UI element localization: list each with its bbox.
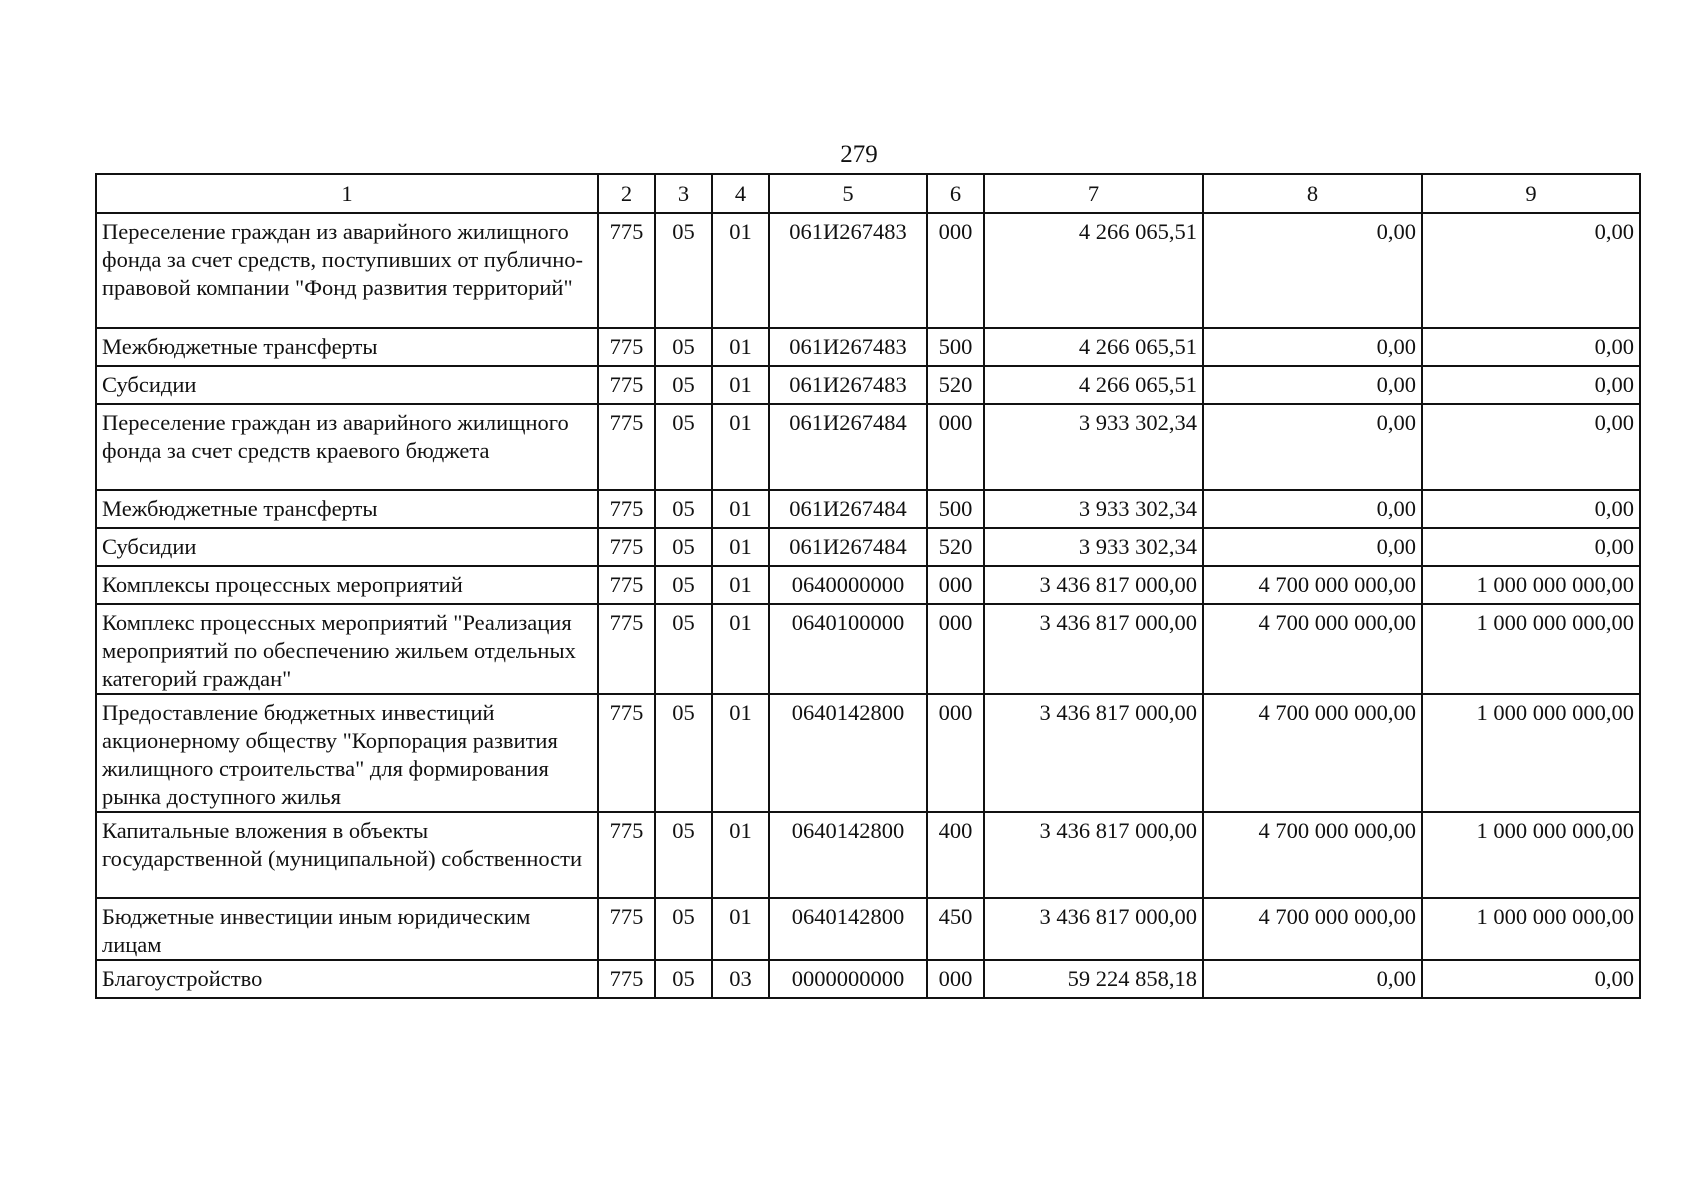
subsection-code: 01	[712, 328, 769, 366]
grbs-code: 775	[598, 366, 655, 404]
item-name: Переселение граждан из аварийного жилищного фонда за счет средств краевого бюджета	[96, 404, 598, 490]
item-name: Капитальные вложения в объекты государственной (муниципальной) собственности	[96, 812, 598, 898]
expense-type-code: 000	[927, 566, 984, 604]
subsection-code: 01	[712, 213, 769, 328]
target-article-code: 061И267484	[769, 490, 927, 528]
item-name: Межбюджетные трансферты	[96, 490, 598, 528]
amount-col-8: 0,00	[1203, 528, 1422, 566]
item-name: Переселение граждан из аварийного жилищного фонда за счет средств, поступивших от публично-правовой компании "Фонд развития территорий"	[96, 213, 598, 328]
section-code: 05	[655, 366, 712, 404]
subsection-code: 01	[712, 898, 769, 960]
section-code: 05	[655, 604, 712, 694]
amount-col-9: 0,00	[1422, 960, 1640, 998]
item-name: Бюджетные инвестиции иным юридическим лицам	[96, 898, 598, 960]
table-row	[96, 812, 1640, 898]
column-header: 7	[984, 174, 1203, 213]
section-code: 05	[655, 404, 712, 490]
table-row	[96, 328, 1640, 366]
amount-col-8: 4 700 000 000,00	[1203, 566, 1422, 604]
header-row	[96, 174, 1640, 213]
expense-type-code: 500	[927, 328, 984, 366]
amount-col-9: 0,00	[1422, 490, 1640, 528]
amount-col-8: 4 700 000 000,00	[1203, 812, 1422, 898]
table-row	[96, 694, 1640, 812]
item-name: Благоустройство	[96, 960, 598, 998]
amount-col-7: 3 933 302,34	[984, 528, 1203, 566]
column-header: 6	[927, 174, 984, 213]
grbs-code: 775	[598, 404, 655, 490]
amount-col-7: 3 436 817 000,00	[984, 604, 1203, 694]
amount-col-7: 4 266 065,51	[984, 328, 1203, 366]
amount-col-9: 0,00	[1422, 328, 1640, 366]
section-code: 05	[655, 812, 712, 898]
column-header: 2	[598, 174, 655, 213]
grbs-code: 775	[598, 566, 655, 604]
amount-col-9: 0,00	[1422, 404, 1640, 490]
grbs-code: 775	[598, 898, 655, 960]
amount-col-9: 1 000 000 000,00	[1422, 898, 1640, 960]
target-article-code: 0640142800	[769, 812, 927, 898]
subsection-code: 01	[712, 566, 769, 604]
subsection-code: 01	[712, 812, 769, 898]
amount-col-7: 59 224 858,18	[984, 960, 1203, 998]
expense-type-code: 000	[927, 604, 984, 694]
section-code: 05	[655, 328, 712, 366]
section-code: 05	[655, 898, 712, 960]
amount-col-9: 1 000 000 000,00	[1422, 566, 1640, 604]
target-article-code: 061И267483	[769, 366, 927, 404]
item-name: Межбюджетные трансферты	[96, 328, 598, 366]
item-name: Комплексы процессных мероприятий	[96, 566, 598, 604]
section-code: 05	[655, 694, 712, 812]
expense-type-code: 520	[927, 366, 984, 404]
section-code: 05	[655, 213, 712, 328]
table-row	[96, 528, 1640, 566]
table-row	[96, 960, 1640, 998]
amount-col-8: 0,00	[1203, 960, 1422, 998]
column-header: 1	[96, 174, 598, 213]
table-row	[96, 566, 1640, 604]
target-article-code: 0640142800	[769, 694, 927, 812]
amount-col-8: 4 700 000 000,00	[1203, 604, 1422, 694]
table-row	[96, 404, 1640, 490]
budget-table	[95, 173, 1641, 999]
amount-col-9: 0,00	[1422, 366, 1640, 404]
table-row	[96, 366, 1640, 404]
expense-type-code: 000	[927, 960, 984, 998]
table-row	[96, 213, 1640, 328]
expense-type-code: 000	[927, 404, 984, 490]
expense-type-code: 400	[927, 812, 984, 898]
amount-col-9: 1 000 000 000,00	[1422, 694, 1640, 812]
target-article-code: 061И267484	[769, 404, 927, 490]
target-article-code: 0640000000	[769, 566, 927, 604]
section-code: 05	[655, 960, 712, 998]
table-row	[96, 490, 1640, 528]
amount-col-9: 0,00	[1422, 528, 1640, 566]
section-code: 05	[655, 490, 712, 528]
subsection-code: 01	[712, 604, 769, 694]
target-article-code: 0640142800	[769, 898, 927, 960]
grbs-code: 775	[598, 694, 655, 812]
expense-type-code: 500	[927, 490, 984, 528]
column-header: 9	[1422, 174, 1640, 213]
subsection-code: 03	[712, 960, 769, 998]
item-name: Комплекс процессных мероприятий "Реализация мероприятий по обеспечению жильем отдельных категорий граждан"	[96, 604, 598, 694]
amount-col-8: 0,00	[1203, 366, 1422, 404]
target-article-code: 061И267483	[769, 328, 927, 366]
target-article-code: 061И267484	[769, 528, 927, 566]
grbs-code: 775	[598, 213, 655, 328]
subsection-code: 01	[712, 528, 769, 566]
subsection-code: 01	[712, 366, 769, 404]
target-article-code: 061И267483	[769, 213, 927, 328]
expense-type-code: 450	[927, 898, 984, 960]
grbs-code: 775	[598, 604, 655, 694]
grbs-code: 775	[598, 490, 655, 528]
table-row	[96, 604, 1640, 694]
amount-col-9: 1 000 000 000,00	[1422, 812, 1640, 898]
amount-col-7: 3 436 817 000,00	[984, 694, 1203, 812]
expense-type-code: 000	[927, 213, 984, 328]
section-code: 05	[655, 566, 712, 604]
column-header: 3	[655, 174, 712, 213]
amount-col-8: 0,00	[1203, 490, 1422, 528]
amount-col-8: 0,00	[1203, 404, 1422, 490]
item-name: Субсидии	[96, 528, 598, 566]
grbs-code: 775	[598, 328, 655, 366]
amount-col-7: 4 266 065,51	[984, 213, 1203, 328]
amount-col-8: 0,00	[1203, 213, 1422, 328]
column-header: 4	[712, 174, 769, 213]
page-number: 279	[840, 141, 878, 168]
grbs-code: 775	[598, 960, 655, 998]
column-header: 8	[1203, 174, 1422, 213]
target-article-code: 0640100000	[769, 604, 927, 694]
grbs-code: 775	[598, 812, 655, 898]
amount-col-7: 4 266 065,51	[984, 366, 1203, 404]
subsection-code: 01	[712, 694, 769, 812]
amount-col-9: 1 000 000 000,00	[1422, 604, 1640, 694]
grbs-code: 775	[598, 528, 655, 566]
section-code: 05	[655, 528, 712, 566]
amount-col-7: 3 933 302,34	[984, 404, 1203, 490]
amount-col-7: 3 436 817 000,00	[984, 566, 1203, 604]
subsection-code: 01	[712, 404, 769, 490]
amount-col-8: 4 700 000 000,00	[1203, 694, 1422, 812]
amount-col-8: 0,00	[1203, 328, 1422, 366]
item-name: Субсидии	[96, 366, 598, 404]
target-article-code: 0000000000	[769, 960, 927, 998]
column-header: 5	[769, 174, 927, 213]
amount-col-9: 0,00	[1422, 213, 1640, 328]
amount-col-7: 3 436 817 000,00	[984, 812, 1203, 898]
expense-type-code: 520	[927, 528, 984, 566]
amount-col-7: 3 933 302,34	[984, 490, 1203, 528]
amount-col-8: 4 700 000 000,00	[1203, 898, 1422, 960]
item-name: Предоставление бюджетных инвестиций акционерному обществу "Корпорация развития жилищного строительства" для формирования рынка доступного жилья	[96, 694, 598, 812]
amount-col-7: 3 436 817 000,00	[984, 898, 1203, 960]
table-row	[96, 898, 1640, 960]
expense-type-code: 000	[927, 694, 984, 812]
subsection-code: 01	[712, 490, 769, 528]
